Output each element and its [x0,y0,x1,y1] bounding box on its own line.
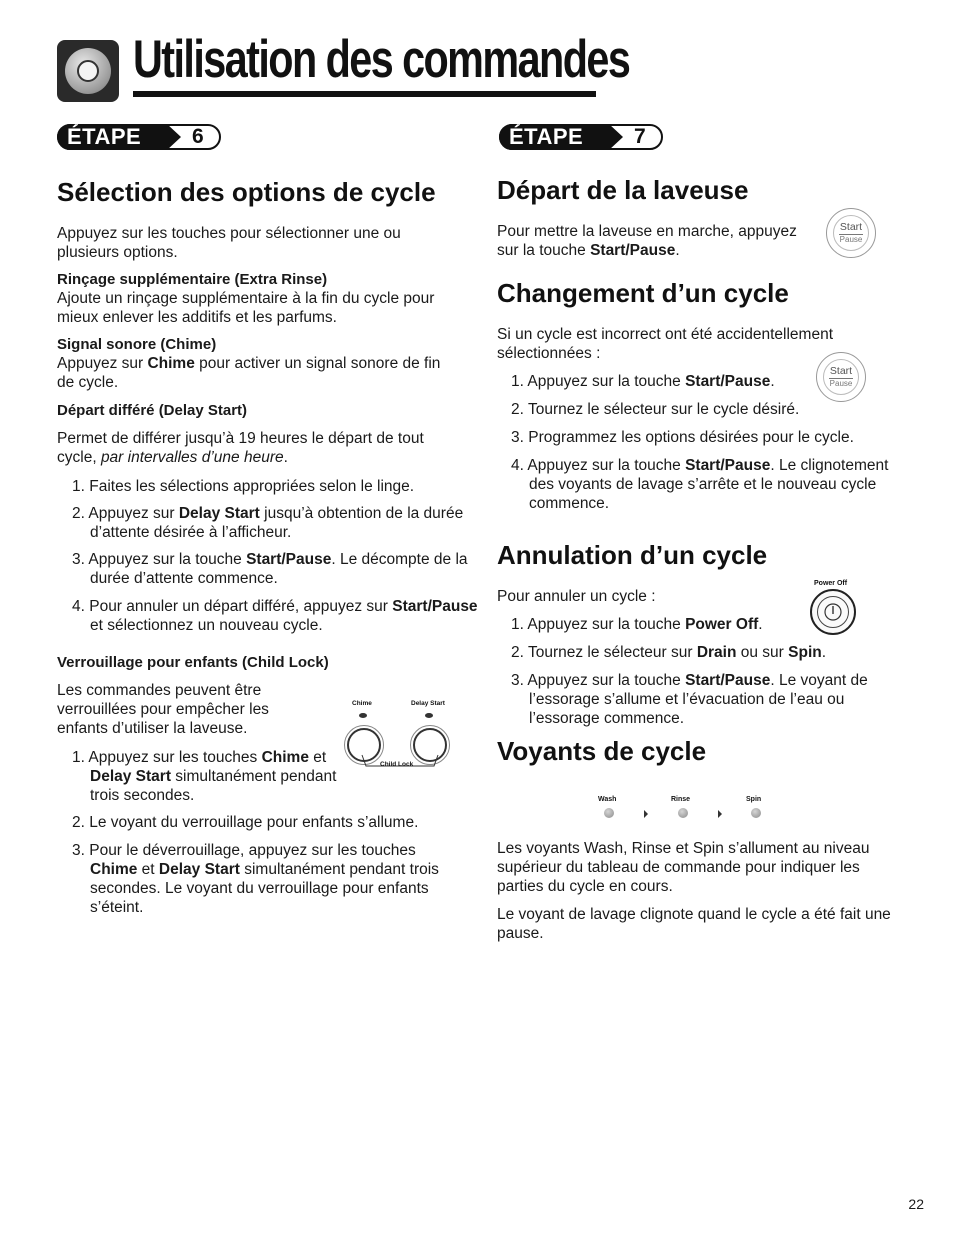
change-step-4: 4. Appuyez sur la touche Start/Pause. Le clignotement des voyants de lavage s’arrête et le nouveau cycle commence. [511,457,889,512]
cancel-step-3: 3. Appuyez sur la touche Start/Pause. Le voyant de l’essorage s’allume et l’évacuation de l’eau ou l’essorage commence. [511,672,868,727]
start-pause-button[interactable] [826,208,876,258]
chime-text: Appuyez sur Chime pour activer un signal sonore de fin de cycle. [57,355,441,391]
step-number: 6 [192,125,204,148]
extra-rinse-text: Ajoute un rinçage supplémentaire à la fin du cycle pour mieux enlever les additifs et les parfums. [57,290,435,326]
child-lock-label: Verrouillage pour enfants (Child Lock) [57,654,329,671]
child-lock-step-3: 3. Pour le déverrouillage, appuyez sur les touches Chime et Delay Start simultanément pendant trois secondes. Le voyant du verrouillage pour enfants s’éteint. [72,842,439,916]
pause-text-label: Pause [839,235,863,244]
cycle-lights-strip [596,795,776,825]
arrow-right-icon [718,810,722,818]
change-step-1: 1. Appuyez sur la touche Start/Pause. [511,373,775,390]
section-heading-cancel: Annulation d’un cycle [497,540,768,570]
wash-light-label: Wash [598,796,617,803]
page-number: 22 [908,1196,924,1212]
change-step-3: 3. Programmez les options désirées pour le cycle. [511,429,854,446]
power-off-label: Power Off [814,580,848,587]
pause-text-label: Pause [829,379,853,388]
options-intro: Appuyez sur les touches pour sélectionner une ou plusieurs options. [57,225,401,261]
change-step-2: 2. Tournez le sélecteur sur le cycle désiré. [511,401,800,418]
cancel-step-2: 2. Tournez le sélecteur sur Drain ou sur Spin. [511,644,827,661]
step-7-badge [499,124,663,150]
delay-start-panel-label: Delay Start [411,700,445,707]
delay-start-intro: Permet de différer jusqu’à 19 heures le départ de tout cycle, par intervalles d’une heure. [57,430,424,466]
step-word: ÉTAPE [509,124,584,149]
step-number: 7 [634,125,646,148]
start-text: Pour mettre la laveuse en marche, appuyez sur la touche Start/Pause. [497,223,797,259]
delay-step-4: 4. Pour annuler un départ différé, appuyez sur Start/Pause et sélectionnez un nouveau cycle. [72,598,478,634]
start-text-label: Start [817,366,865,379]
spin-light-label: Spin [746,796,762,803]
chime-led-icon [359,713,367,718]
extra-rinse-label: Rinçage supplémentaire (Extra Rinse) [57,271,328,288]
delay-step-3: 3. Appuyez sur la touche Start/Pause. Le décompte de la durée d’attente commence. [72,551,468,587]
delay-start-led-icon [425,713,433,718]
section-heading-change: Changement d’un cycle [497,278,789,308]
rinse-light-label: Rinse [671,796,691,803]
delay-start-label: Départ différé (Delay Start) [57,402,248,419]
cancel-step-1: 1. Appuyez sur la touche Power Off. [511,616,763,633]
chime-delay-panel [338,695,458,775]
rinse-light-icon [678,808,688,818]
arrow-right-icon [644,810,648,818]
power-icon [823,602,843,622]
child-lock-step-2: 2. Le voyant du verrouillage pour enfants s’allume. [72,814,419,831]
child-lock-panel-label: Child Lock [380,761,414,768]
lights-paragraph-1: Les voyants Wash, Rinse et Spin s’allument au niveau supérieur du tableau de commande pour indiquer les parties du cycle en cours. [497,840,870,895]
child-lock-step-1: 1. Appuyez sur les touches Chime et Delay Start simultanément pendant trois secondes. [72,749,337,804]
chime-label: Signal sonore (Chime) [57,336,217,353]
spin-light-icon [751,808,761,818]
cancel-intro: Pour annuler un cycle : [497,588,656,605]
wash-light-icon [604,808,614,818]
section-heading-start: Départ de la laveuse [497,175,749,205]
title-underline [133,91,596,97]
delay-step-2: 2. Appuyez sur Delay Start jusqu’à obtention de la durée d’attente désirée à l’afficheur. [72,505,464,541]
step-6-badge [57,124,221,150]
change-intro: Si un cycle est incorrect ont été accidentellement sélectionnées : [497,326,834,362]
page-title: Utilisation des commandes [133,30,630,89]
delay-step-1: 1. Faites les sélections appropriées selon le linge. [72,478,415,495]
section-heading-lights: Voyants de cycle [497,736,707,766]
section-heading-options: Sélection des options de cycle [57,177,436,207]
brand-logo-icon [57,40,119,102]
chime-panel-label: Chime [352,700,372,707]
start-text-label: Start [827,222,875,235]
lights-paragraph-2: Le voyant de lavage clignote quand le cycle a été fait une pause. [497,906,891,942]
child-lock-intro: Les commandes peuvent être verrouillées pour empêcher les enfants d’utiliser la laveuse. [57,682,269,737]
step-word: ÉTAPE [67,124,142,149]
